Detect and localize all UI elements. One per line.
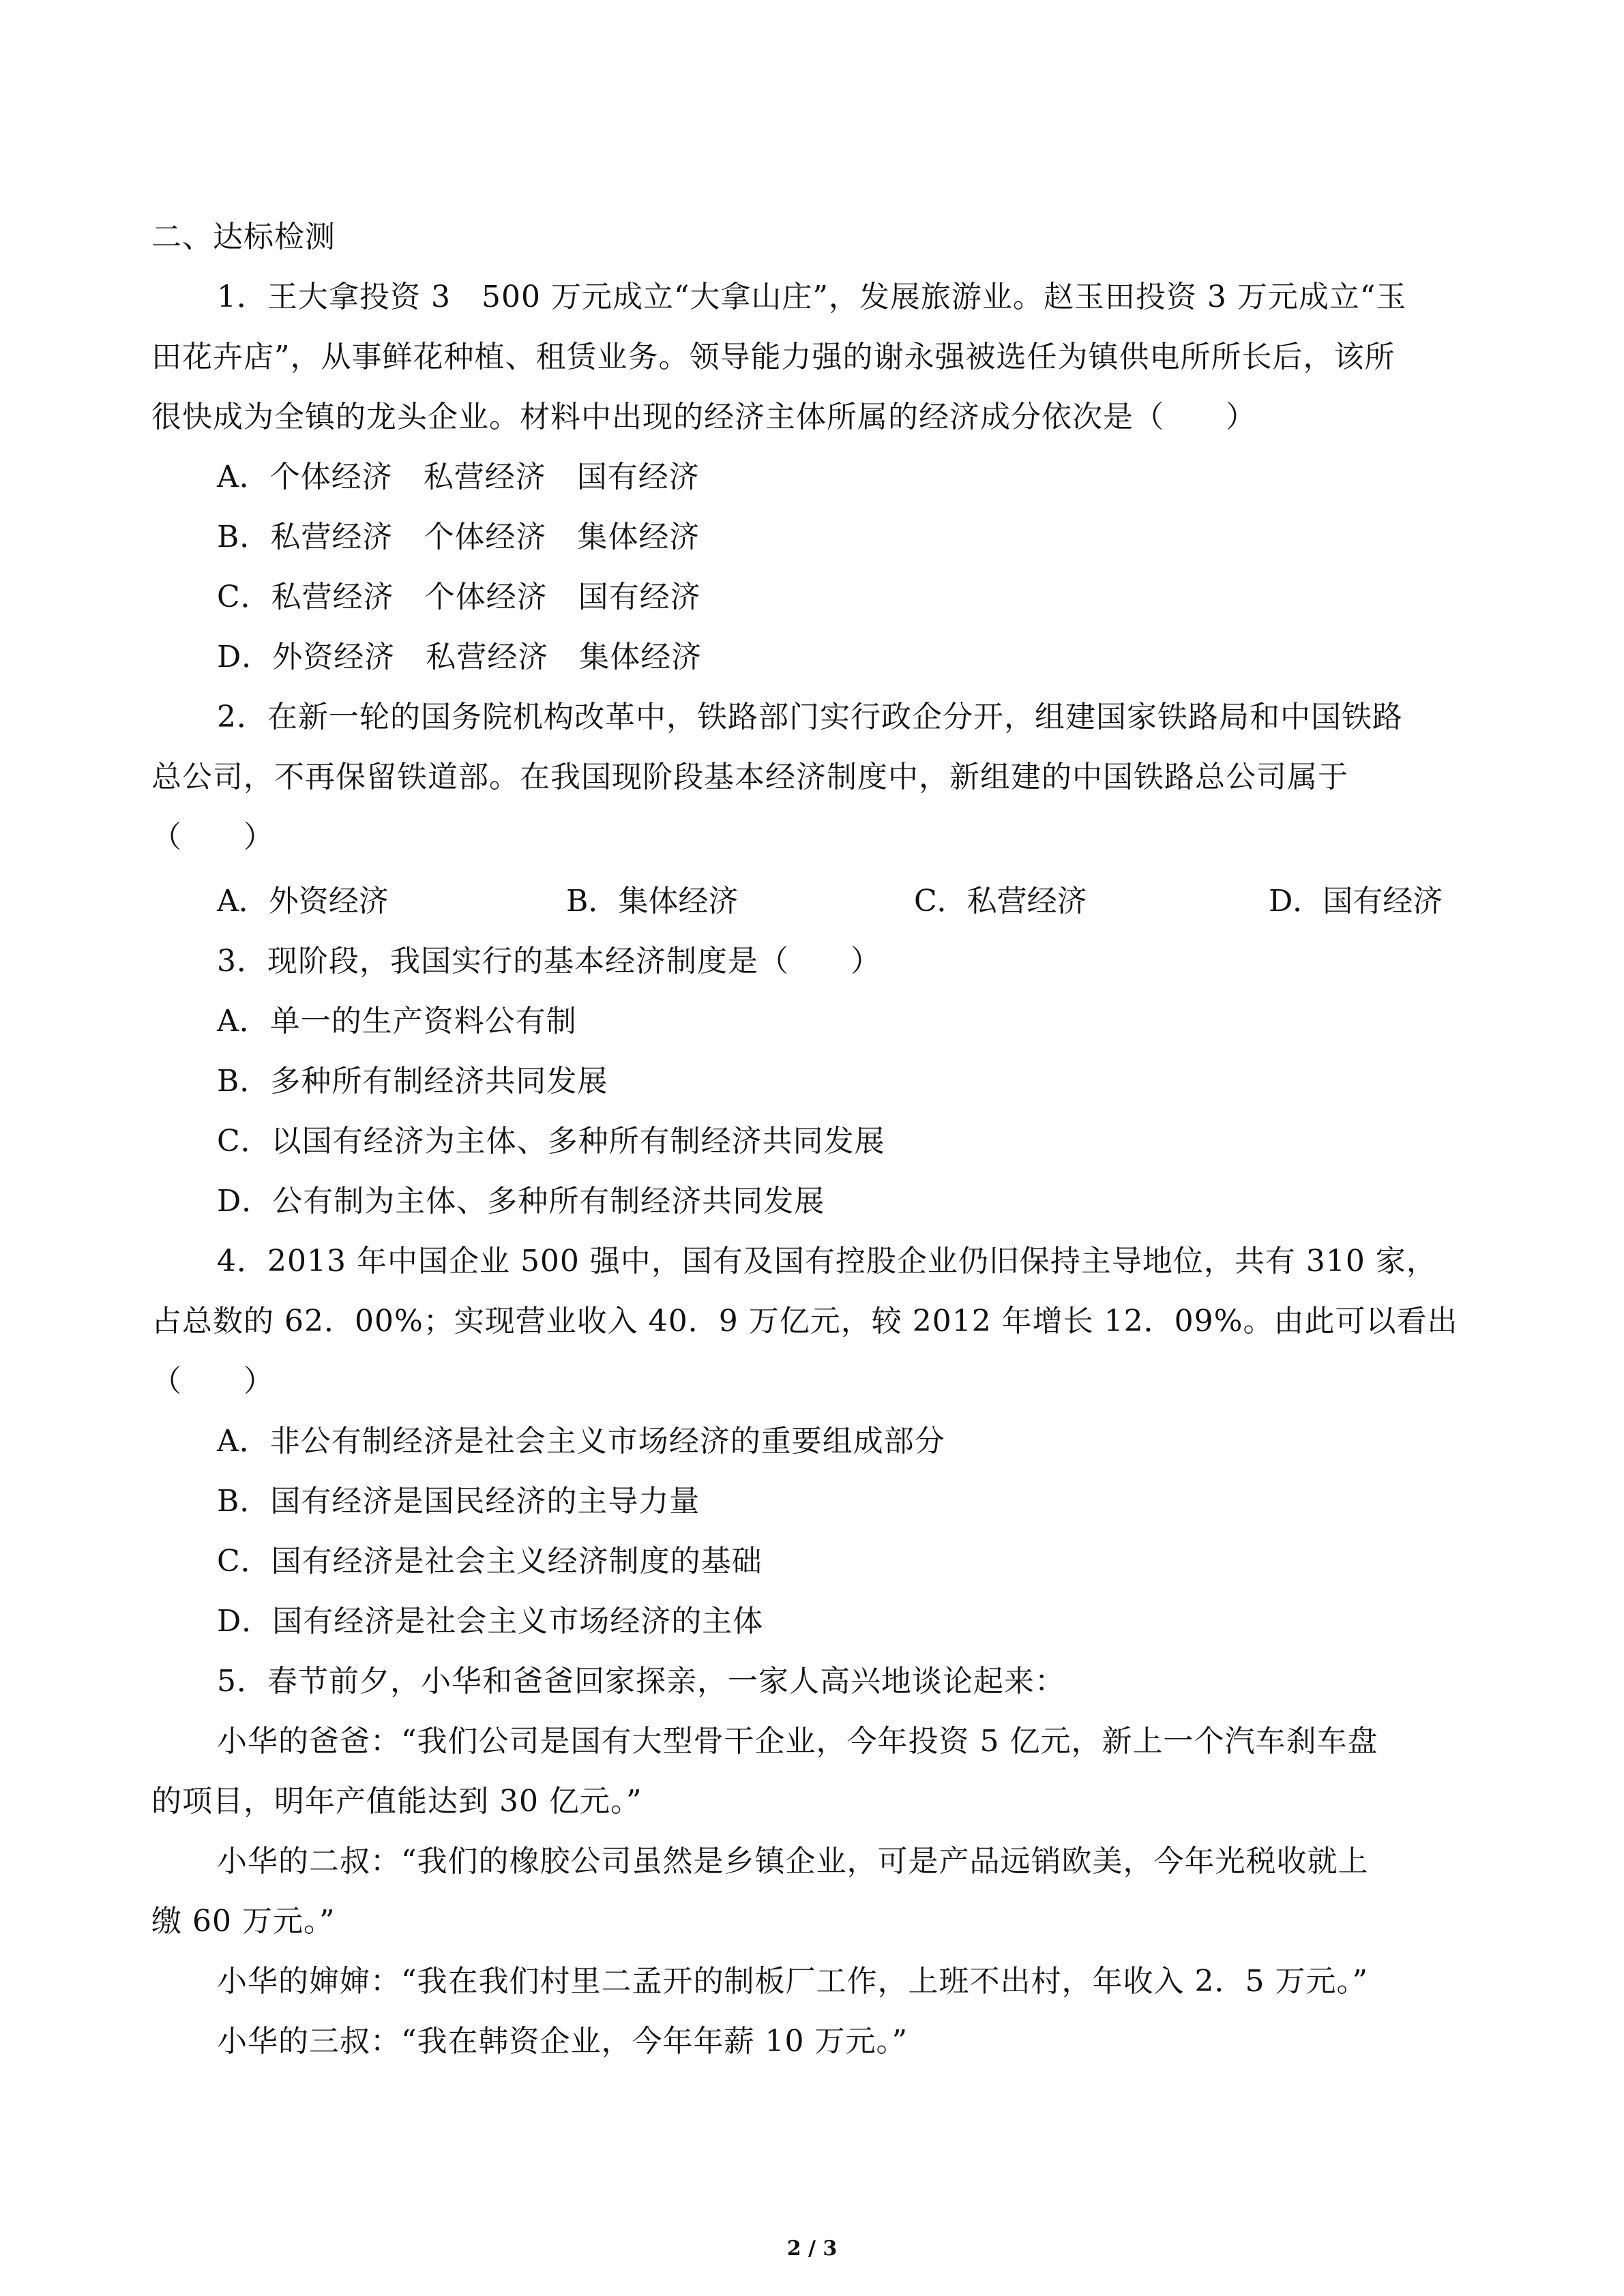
q5-line-1: 5．春节前夕，小华和爸爸回家探亲，一家人高兴地谈论起来：	[217, 1664, 1065, 1699]
q5-dialogue-second-uncle: 小华的二叔：“我们的橡胶公司虽然是乡镇企业，可是产品远销欧美，今年光税收就上	[217, 1844, 1369, 1879]
q2-option-b: B．集体经济	[566, 884, 739, 919]
q4-line-2: 占总数的 62．00%；实现营业收入 40．9 万亿元，较 2012 年增长 12．09%。由此可以看出	[151, 1304, 1458, 1339]
q1-option-a: A．个体经济 私营经济 国有经济	[217, 460, 700, 494]
q1-option-c: C．私营经济 个体经济 国有经济	[217, 580, 701, 614]
q3-option-d: D．公有制为主体、多种所有制经济共同发展	[217, 1184, 825, 1219]
q3-option-a: A．单一的生产资料公有制	[217, 1004, 577, 1039]
q4-line-3: （ ）	[151, 1364, 274, 1399]
q1-line-1: 1．王大拿投资 3 500 万元成立“大拿山庄”，发展旅游业。赵玉田投资 3 万元成立“玉	[217, 280, 1407, 314]
q1-option-d: D．外资经济 私营经济 集体经济	[217, 640, 703, 674]
q5-dialogue-father: 小华的爸爸：“我们公司是国有大型骨干企业，今年投资 5 亿元，新上一个汽车刹车盘	[217, 1724, 1378, 1759]
q3-option-b: B．多种所有制经济共同发展	[217, 1064, 608, 1099]
q2-option-a: A．外资经济	[217, 884, 389, 919]
q2-line-2: 总公司，不再保留铁道部。在我国现阶段基本经济制度中，新组建的中国铁路总公司属于	[151, 760, 1348, 794]
q2-option-c: C．私营经济	[914, 884, 1087, 919]
q2-option-d: D．国有经济	[1269, 884, 1443, 919]
q4-option-d: D．国有经济是社会主义市场经济的主体	[217, 1604, 764, 1639]
q4-option-c: C．国有经济是社会主义经济制度的基础	[217, 1544, 763, 1579]
q2-line-3: （ ）	[151, 820, 274, 854]
q3-line-1: 3．现阶段，我国实行的基本经济制度是（ ）	[217, 944, 881, 979]
q2-line-1: 2．在新一轮的国务院机构改革中，铁路部门实行政企分开，组建国家铁路局和中国铁路	[217, 700, 1403, 734]
q5-dialogue-father-cont: 的项目，明年产值能达到 30 亿元。”	[151, 1784, 643, 1819]
q4-line-1: 4．2013 年中国企业 500 强中，国有及国有控股企业仍旧保持主导地位，共有 310 家，	[217, 1244, 1437, 1279]
section-title: 二、达标检测	[151, 220, 336, 254]
page-number: 2 / 3	[786, 2237, 838, 2261]
q5-dialogue-third-uncle: 小华的三叔：“我在韩资企业，今年年薪 10 万元。”	[217, 2024, 908, 2059]
q4-option-b: B．国有经济是国民经济的主导力量	[217, 1484, 700, 1519]
q1-line-3: 很快成为全镇的龙头企业。材料中出现的经济主体所属的经济成分依次是（ ）	[151, 400, 1256, 434]
q4-option-a: A．非公有制经济是社会主义市场经济的重要组成部分	[217, 1424, 945, 1459]
q5-dialogue-second-uncle-cont: 缴 60 万元。”	[151, 1904, 336, 1939]
q1-line-2: 田花卉店”，从事鲜花种植、租赁业务。领导能力强的谢永强被选任为镇供电所所长后，该所	[151, 340, 1396, 374]
q5-dialogue-aunt: 小华的婶婶：“我在我们村里二孟开的制板厂工作，上班不出村，年收入 2．5 万元。”	[217, 1964, 1368, 1999]
q3-option-c: C．以国有经济为主体、多种所有制经济共同发展	[217, 1124, 885, 1159]
q1-option-b: B．私营经济 个体经济 集体经济	[217, 520, 700, 554]
